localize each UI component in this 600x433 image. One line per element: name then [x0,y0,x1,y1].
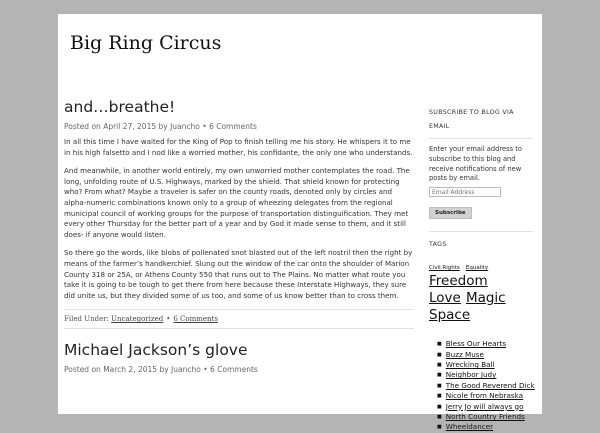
subscribe-description: Enter your email address to subscribe to this blog and receive notifications of new posts by email. [429,145,522,183]
entry-footer [64,309,414,329]
entry-meta [64,122,414,131]
list-item [437,402,533,412]
list-item [437,350,533,360]
blogroll-link[interactable]: Jerry Jo will always go [445,401,524,411]
widget-divider [429,138,533,139]
post-comments-link[interactable]: 6 Comments [209,122,257,131]
category-link[interactable]: Uncategorized [111,315,164,324]
meta-by: by [157,365,172,375]
tag-equality[interactable]: Equality [465,265,489,272]
tag-freedom[interactable]: Freedom [429,273,488,290]
footer-separator: • [166,315,171,324]
blogroll-link[interactable]: Wheeldancer [445,422,494,432]
tags-widget-title: TAGS [429,241,447,249]
meta-by: by [156,122,171,131]
blogroll-link[interactable]: Bless Our Hearts [445,339,507,349]
sidebar [429,106,533,433]
blogroll-link[interactable]: Neighbor Judy [445,370,497,380]
post-title[interactable]: Michael Jackson’s glove [64,341,248,360]
blogroll-list [437,339,533,433]
meta-prefix: Posted on [64,122,104,131]
post-paragraph: In all this time I have waited for the King of Pop to finish telling me his story. He whispers it to me in his high falsetto and I nod like a worried mother, his confidante, the only one who understands. [64,137,413,157]
post-author-link[interactable]: Juancho [171,365,201,375]
blogroll-link[interactable]: Buzz Muse [445,349,484,359]
post-paragraph: And meanwhile, in another world entirely, my own unworried mother contemplates the road. The long, unfolding route of U.S. Highways, marked by the shield. That shield known for protecting who? From what? Maybe a traveler is safer on the county roads, denoted only by circles and alpha-numeric combinations known only to a group of wheezing delegates from the regional municipal council of working groups for the purpose of transportation distinguification. They met every other Thursday for the better part of a year and by God it made sense to them, and it still does- if anyone would listen. [64,166,410,239]
tag-magic[interactable]: Magic [465,290,506,307]
widget-divider [429,231,533,232]
subscribe-widget-title: SUBSCRIBE TO BLOG VIA EMAIL [429,109,514,130]
post-title[interactable]: and…breathe! [64,98,176,116]
tag-civil-rights[interactable]: Civil Rights [429,265,460,272]
email-address-input[interactable] [429,187,501,197]
blogroll-link[interactable]: The Good Reverend Dick [445,380,535,390]
entry-meta [64,365,414,374]
tag-space[interactable]: Space [429,307,471,324]
post-author-link[interactable]: Juancho [170,122,200,131]
footer-comments-link[interactable]: 6 Comments [173,315,218,324]
tag-row [429,306,533,323]
post-date-link[interactable]: March 2, 2015 [103,365,158,375]
main-content [64,98,414,380]
list-item [437,412,533,422]
tags-widget [429,231,533,323]
tag-row [429,272,533,289]
subscribe-button[interactable]: Subscribe [429,207,472,219]
meta-separator: • [200,365,211,375]
post-date-link[interactable]: April 27, 2015 [103,122,157,131]
post-article [64,98,414,329]
page-container [58,14,542,432]
tag-cloud [429,256,533,323]
tag-row [429,289,533,306]
list-item [437,370,533,380]
blogroll-link[interactable]: Nicole from Nebraska [445,391,524,401]
site-title[interactable]: Big Ring Circus [70,32,222,54]
list-item [437,422,533,432]
meta-separator: • [199,122,210,131]
filed-under-label: Filed Under: [64,315,112,324]
blogroll-link[interactable]: Wrecking Ball [445,360,495,369]
list-item [437,339,533,349]
list-item [437,381,533,391]
tag-love[interactable]: Love [429,290,461,307]
meta-prefix: Posted on [64,365,104,375]
post-comments-link[interactable]: 6 Comments [210,365,258,375]
entry-content [64,137,414,301]
list-item [437,360,533,370]
post-article [64,341,414,374]
subscribe-widget [429,106,533,219]
post-paragraph: So there go the words, like blobs of pollenated snot blasted out of the left nostril then the right by means of the farmer’s handkerchief. Slung out the window of the car onto the shoulder of Marion County 318 or 25A, or Athens County 550 that runs out to The Plains. No matter what route you take it is going to be tough to get there from here because these Interstate Highways, they sure did unite us, but they divided some of us too, and some of us know better than to cross them. [64,248,413,300]
tag-row [429,256,533,272]
list-item [437,391,533,401]
blogroll-link[interactable]: North Country Friends [445,412,525,422]
